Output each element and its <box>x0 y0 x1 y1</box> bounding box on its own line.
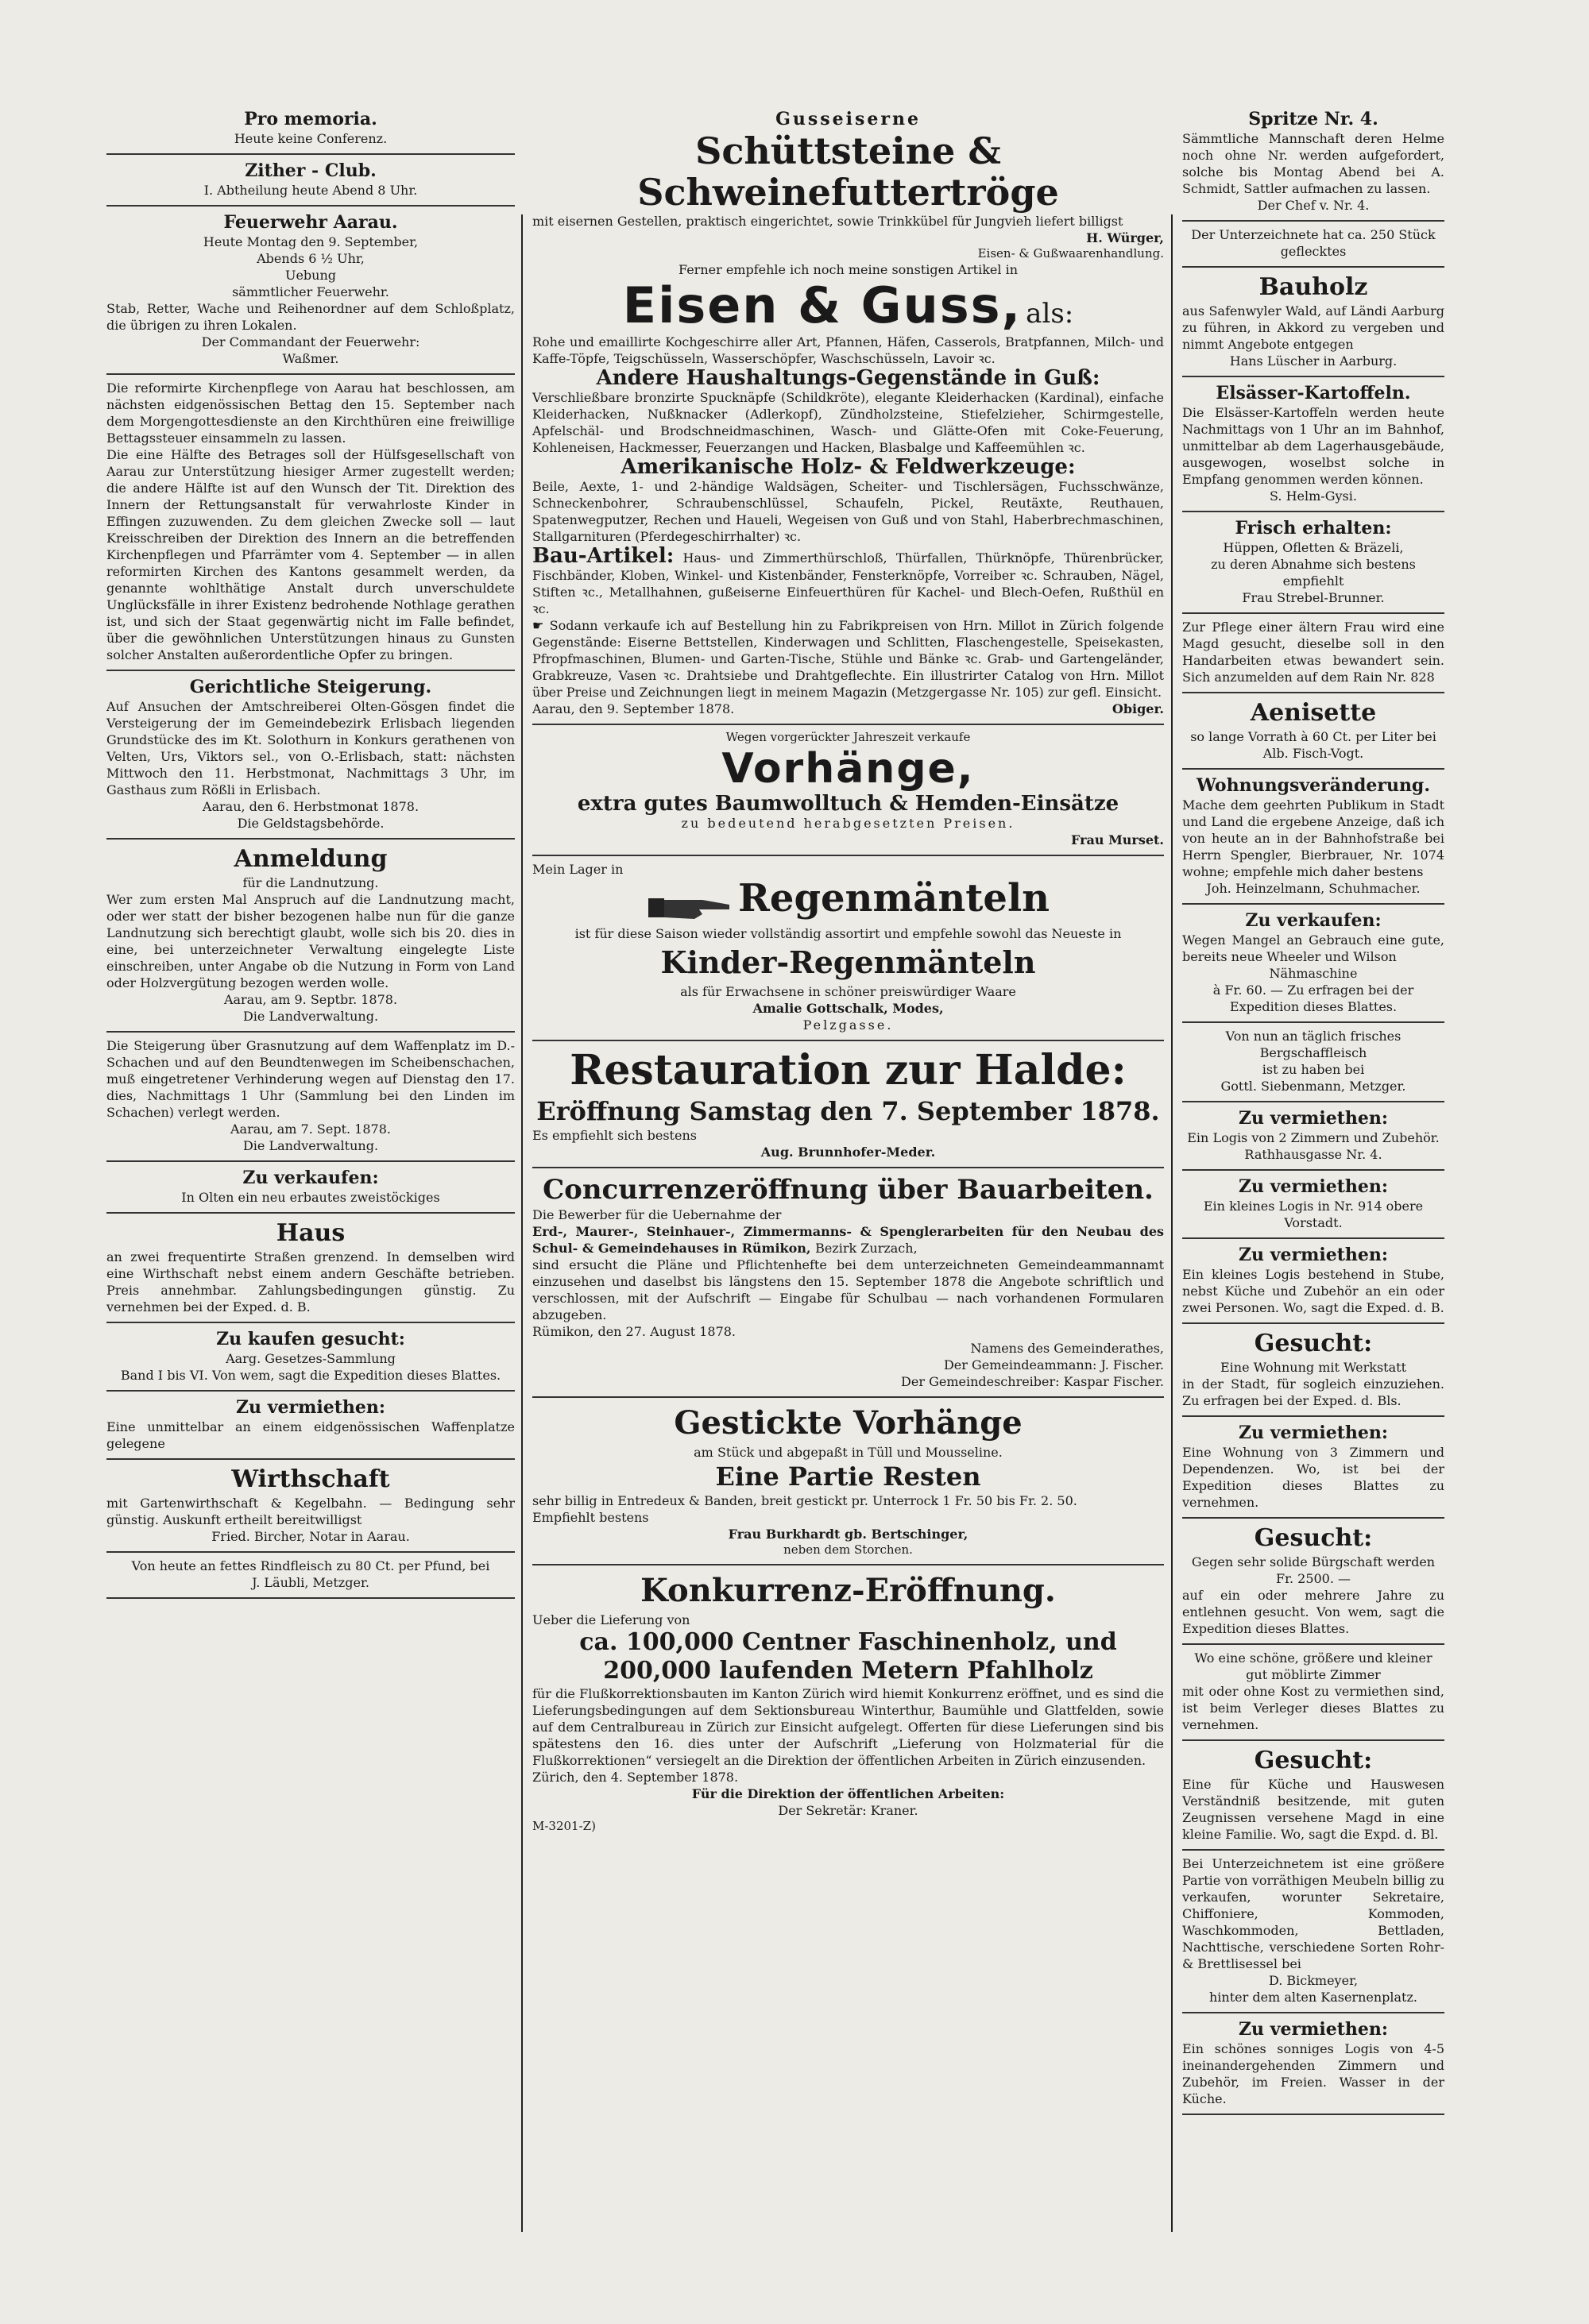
ad-heading: Gesucht: <box>1254 1524 1373 1552</box>
ad-heading: Anmeldung <box>234 845 388 873</box>
ad-line: Frau Strebel-Brunner. <box>1242 590 1385 605</box>
ad-line: Eine Wohnung von 3 Zimmern und Dependenzen. Wo, ist bei der Expedition dieses Blattes zu vernehmen. <box>1182 1445 1444 1510</box>
ad-line: Nähmaschine <box>1269 966 1358 981</box>
ad-heading: Frisch erhalten: <box>1235 518 1392 539</box>
ad-line: Ein kleines Logis bestehend in Stube, nebst Küche und Zubehör an ein oder zwei Personen. Wo, sagt die Exped. d. B. <box>1182 1267 1444 1315</box>
ad-line: Auf Ansuchen der Amtschreiberei Olten-Gösgen findet die Versteigerung der im Gemeindebezirk Erlisbach liegenden Grundstücke des im Kt. Solothurn in Konkurs gerathenen von Velten, Urs, Viktors sel., von O.-Erlisbach, statt: nächsten Mittwoch den 11. Herbstmonat, Nachmittags 3 Uhr, im Gasthaus zum Rößli in Erlisbach. <box>106 699 515 797</box>
classified-ad <box>106 840 515 1033</box>
column-rule <box>1171 214 1173 2232</box>
ad-signature: Für die Direktion der öffentlichen Arbeiten: <box>691 1785 1005 1801</box>
ad-date: Zürich, den 4. September 1878. <box>532 1769 739 1785</box>
ad-line: Der Unterzeichnete hat ca. 250 Stück geflecktes <box>1191 227 1436 259</box>
ad-line: so lange Vorrath à 60 Ct. per Liter bei <box>1190 729 1436 744</box>
ad-line: Fr. 2500. — <box>1275 1571 1351 1586</box>
ad-subhead: ca. 100,000 Centner Faschinenholz, und <box>579 1627 1117 1656</box>
ad-line: sämmtlicher Feuerwehr. <box>232 284 389 299</box>
ad-date: Rümikon, den 27. August 1878. <box>532 1323 737 1339</box>
ad-line: Mache dem geehrten Publikum in Stadt und Land die ergebene Anzeige, daß ich von heute an in der Bahnhofstraße bei Herrn Spengler, Bierbrauer, Nr. 1074 wohne; empfehle mich daher bestens <box>1182 797 1444 879</box>
ad-text: als für Erwachsene in schöner preiswürdiger Waare <box>680 983 1016 999</box>
classified-ad <box>106 671 515 840</box>
classified-ad <box>106 1214 515 1323</box>
ad-line: Bei Unterzeichnetem ist eine größere Partie von vorräthigen Meubeln billig zu verkaufen, worunter Sekretaire, Chiffoniere, Kommoden, Waschkommoden, Bettladen, Nachttische, verschiedene Sorten Rohr- & Brettlisessel bei <box>1182 1856 1444 1971</box>
classified-ad <box>106 103 515 155</box>
classified-ad <box>1182 2013 1444 2115</box>
ad-signature: Pelzgasse. <box>802 1017 894 1033</box>
ad-restauration <box>532 1041 1164 1168</box>
ad-heading: Spritze Nr. 4. <box>1248 109 1378 129</box>
page-frame <box>106 87 1444 2280</box>
ad-line: Von nun an täglich frisches <box>1225 1029 1401 1044</box>
ad-list: Beile, Aexte, 1- und 2-händige Waldsägen, Scheiter- und Tischlersägen, Fuchsschwänze, Schneckenbohrer, Schraubenschlüssel, Schaufeln, Pickel, Reutäxte, Reuthauen, Spatenwegputzer, Rechen und Haueli, Wegeisen von Guß und von Stahl, Haberbrechmaschinen, Stallgarnituren (Pferdegeschirrhalter) ꝛc. <box>532 479 1164 544</box>
classified-ad <box>1182 614 1444 693</box>
classified-ad <box>106 1553 515 1599</box>
ad-line: Ein kleines Logis in Nr. 914 obere Vorstadt. <box>1203 1199 1424 1230</box>
ad-subhead: Eröffnung Samstag den 7. September 1878. <box>536 1095 1160 1126</box>
ad-signature: Obiger. <box>1112 701 1164 716</box>
ad-line: Hüppen, Ofletten & Bräzeli, <box>1223 540 1404 555</box>
classified-ad <box>106 1323 515 1392</box>
ad-list: Verschließbare bronzirte Spucknäpfe (Schildkröte), elegante Kleiderhacken (Kardinal), einfache Kleiderhacken, Nußknacker (Adlerkopf), Zündholzsteine, Stiefelzieher, Schirmgestelle, Apfelschäl- und Brodschneidmaschinen, Wasch- und Glätte-Ofen mit Coke-Feuerung, Kohleneisen, Hackmesser, Feuerzangen und Hacken, Blasbalge und Kaffeemühlen ꝛc. <box>532 390 1164 455</box>
classified-ad <box>1182 693 1444 770</box>
ad-line: Eine unmittelbar an einem eidgenössischen Waffenplatze gelegene <box>106 1419 515 1451</box>
ad-subhead: extra gutes Baumwolltuch & Hemden-Einsätze <box>577 792 1119 816</box>
ad-text: am Stück und abgepaßt in Tüll und Mousseline. <box>694 1444 1003 1460</box>
classified-ad <box>1182 222 1444 268</box>
ad-title: Regenmänteln <box>738 876 1050 921</box>
ad-line: Eine für Küche und Hauswesen Verständniß besitzende, mit guten Zeugnissen versehene Magd in eine kleine Familie. Wo, sagt die Expd. d. Bl. <box>1182 1777 1444 1842</box>
ad-heading: Gesucht: <box>1254 1330 1373 1357</box>
ad-line: zu deren Abnahme sich bestens empfiehlt <box>1211 557 1416 589</box>
ad-subhead: Bau-Artikel: <box>532 544 675 568</box>
ad-concurrenz-bau <box>532 1168 1164 1398</box>
ad-signature: Der Gemeindeschreiber: Kaspar Fischer. <box>901 1373 1164 1389</box>
ad-signature: Amalie Gottschalk, Modes, <box>752 1000 944 1016</box>
ad-code: M-3201-Z) <box>532 1818 596 1833</box>
ad-line: Uebung <box>284 268 337 283</box>
ad-text: sehr billig in Entredeux & Banden, breit gestickt pr. Unterrock 1 Fr. 50 bis Fr. 2. 50. <box>532 1492 1077 1508</box>
ad-line: Von heute an fettes Rindfleisch zu 80 Ct. per Pfund, bei <box>131 1558 490 1573</box>
ad-heading: Gerichtliche Steigerung. <box>189 677 432 697</box>
ad-line: Die Steigerung über Grasnutzung auf dem Waffenplatz im D.-Schachen und auf den Beundtenwegen im Scheibenschachen, muß eingetretener Verhinderung wegen auf Dienstag den 17. dies, Nachmittags 1 Uhr (Sammlung bei den Linden im Schachen) verlegt werden. <box>106 1038 515 1120</box>
right-column <box>1182 103 1444 2115</box>
ad-line: Fried. Bircher, Notar in Aarau. <box>211 1529 410 1544</box>
classified-ad <box>106 207 515 375</box>
ad-list: Rohe und emaillirte Kochgeschirre aller Art, Pfannen, Häfen, Casserols, Bratpfannen, Milch- und Kaffe-Töpfe, Teigschüsseln, Wasserschöpfer, Waschschüsseln, Lavoir ꝛc. <box>532 334 1164 366</box>
ad-heading: Wirthschaft <box>231 1465 390 1493</box>
ad-line: Alb. Fisch-Vogt. <box>1262 746 1364 761</box>
ad-text: für die Flußkorrektionsbauten im Kanton Zürich wird hiemit Konkurrenz eröffnet, und es sind die Lieferungsbedingungen auf dem Sektionsbureau Winterthur, Baumühle und Glattfelden, sowie auf dem Centralbureau in Zürich zur Einsicht aufgelegt. Offerten für diese Lieferungen sind bis spätestens den 16. dies unter der Aufschrift „Lieferung von Holzmaterial für die Flußkorrektionen“ versiegelt an die Direktion der öffentlichen Arbeiten in Zürich einzusenden. <box>532 1685 1164 1768</box>
ad-line: Stab, Retter, Wache und Reihenordner auf dem Schloßplatz, die übrigen zu ihren Lokalen. <box>106 301 515 333</box>
ad-line: aus Safenwyler Wald, auf Ländi Aarburg zu führen, in Akkord zu vergeben und nimmt Angebote entgegen <box>1182 303 1444 352</box>
ad-line: D. Bickmeyer, <box>1268 1973 1359 1988</box>
classified-ad <box>106 1162 515 1214</box>
ad-signature: Frau Murset. <box>1071 832 1164 847</box>
ad-signature: Eisen- & Gußwaarenhandlung. <box>977 246 1164 261</box>
ad-pre: Mein Lager in <box>532 862 624 877</box>
ad-line: Bergschaffleisch <box>1259 1045 1367 1060</box>
ad-line: Die Landverwaltung. <box>242 1009 379 1024</box>
ad-heading: Zu verkaufen: <box>1245 910 1382 931</box>
ad-title: Vorhänge, <box>721 745 975 793</box>
ad-line: Abends 6 ½ Uhr, <box>257 251 365 266</box>
ad-title: Gestickte Vorhänge <box>674 1403 1023 1442</box>
classified-ad <box>1182 1239 1444 1324</box>
ad-heading: Zu vermiethen: <box>1239 2019 1388 2040</box>
ad-line: Heute Montag den 9. September, <box>203 234 419 249</box>
classified-ad <box>106 1392 515 1460</box>
ad-gusseiserne <box>532 103 1164 725</box>
ad-signature: Der Gemeindeammann: J. Fischer. <box>943 1357 1164 1372</box>
ad-text: Bezirk Zurzach, <box>815 1240 918 1256</box>
ad-line: Gottl. Siebenmann, Metzger. <box>1220 1079 1406 1094</box>
ad-line: Zur Pflege einer ältern Frau wird eine Magd gesucht, dieselbe soll in den Handarbeiten etwas bewandert sein. Sich anzumelden auf dem Rain Nr. 828 <box>1182 620 1444 685</box>
ad-text: sind ersucht die Pläne und Pflichtenhefte bei dem unterzeichneten Gemeindeammannamt einzusehen und daselbst bis längstens den 15. September 1878 die Angebote schriftlich und verschlossen, mit der Aufschrift — Eingabe für Schulbau — nach vorhandenen Formularen abzugeben. <box>532 1257 1164 1322</box>
classified-ad <box>1182 512 1444 614</box>
ad-line: S. Helm-Gysi. <box>1270 488 1357 504</box>
ad-list: Haus- und Zimmerthürschloß, Thürfallen, Thürknöpfe, Thürenbrücker, Fischbänder, Kloben, Winkel- und Kistenbänder, Fensterknöpfe, Vorreiber ꝛc. Schrauben, Nägel, Stiften ꝛc., Metallhahnen, gußeiserne Einfeuerthüren für Kachel- und Blech-Oefen, Rußthül en ꝛc. <box>532 550 1164 616</box>
ad-heading: Aenisette <box>1250 699 1377 727</box>
ad-line: Aarg. Gesetzes-Sammlung <box>226 1351 396 1366</box>
ad-line: Joh. Heinzelmann, Schuhmacher. <box>1206 881 1421 896</box>
ad-heading: Gesucht: <box>1254 1747 1373 1774</box>
ad-line: Heute keine Conferenz. <box>234 131 388 146</box>
classified-ad <box>1182 1023 1444 1102</box>
ad-line: mit Gartenwirthschaft & Kegelbahn. — Bedingung sehr günstig. Auskunft ertheilt bereitwilligst <box>106 1496 515 1527</box>
ad-title: Kinder-Regenmänteln <box>660 944 1036 980</box>
ad-heading: Zu vermiethen: <box>1239 1245 1388 1265</box>
ad-line: Ein schönes sonniges Logis von 4-5 ineinandergehenden Zimmern und Zubehör, im Freien. Wasser in der Küche. <box>1182 2041 1444 2106</box>
ad-line: Aarau, am 7. Sept. 1878. <box>230 1121 391 1137</box>
classified-ad <box>106 375 515 671</box>
ad-heading: Wohnungsveränderung. <box>1197 775 1430 796</box>
ad-line: Sämmtliche Mannschaft deren Helme noch ohne Nr. werden aufgefordert, solche bis Montag Abend bei A. Schmidt, Sattler aufmachen zu lassen. <box>1182 131 1444 196</box>
ad-line: ist zu haben bei <box>1262 1062 1365 1077</box>
ad-pre: Gusseiserne <box>775 109 921 129</box>
ad-line: mit oder ohne Kost zu vermiethen sind, ist beim Verleger dieses Blattes zu vernehmen. <box>1182 1684 1444 1732</box>
pointing-hand-icon <box>647 890 734 925</box>
classified-ad <box>1182 1645 1444 1741</box>
ad-text: mit eisernen Gestellen, praktisch eingerichtet, sowie Trinkkübel für Jungvieh liefert billigst <box>532 214 1123 229</box>
ad-line: Wo eine schöne, größere und kleiner <box>1194 1650 1432 1666</box>
ad-line: gut möblirte Zimmer <box>1246 1667 1381 1682</box>
ad-line: hinter dem alten Kasernenplatz. <box>1208 1990 1417 2005</box>
ad-title: Konkurrenz-Eröffnung. <box>640 1571 1056 1609</box>
ad-signature: H. Würger, <box>1086 230 1164 245</box>
ad-heading: Zu kaufen gesucht: <box>216 1329 405 1349</box>
ad-text: Empfiehlt bestens <box>532 1509 649 1525</box>
ad-vorhaenge <box>532 725 1164 856</box>
ad-line: in der Stadt, für sogleich einzuziehen. Zu erfragen bei der Exped. d. Bls. <box>1182 1376 1444 1408</box>
ad-als: als: <box>1026 298 1074 330</box>
classified-ad <box>1182 1741 1444 1851</box>
ad-line: Die Landverwaltung. <box>242 1138 379 1153</box>
classified-ad <box>1182 1519 1444 1645</box>
column-rule <box>521 214 523 2232</box>
ad-line: Die eine Hälfte des Betrages soll der Hülfsgesellschaft von Aarau zur Unterstützung hiesiger Armer zugestellt werden; die andere Hälfte ist auf den Wunsch der Tit. Direktion des Innern der Rettungsanstalt für verwahrloste Kinder in Effingen zuzuwenden. Zu dem gleichen Zwecke soll — laut Kreisschreiben der Direktion des Innern an die betreffenden Kirchenpflegen und Pfarrämter vom 4. September — in allen reformirten Kirchen des Kantons gesammelt werden, da genannte wohlthätige Anstalt durch unverschuldete Unglücksfälle in ihrer Existenz bedrohende Nothlage gerathen ist, und sich der Staat gegenwärtig nicht im Falle befindet, über die gewöhnlichen Unterstützungen hinaus zu Gunsten solcher Anstalten außerordentliche Opfer zu bringen. <box>106 447 515 662</box>
ad-line: Waßmer. <box>282 351 339 366</box>
ad-line: für die Landnutzung. <box>242 875 379 890</box>
ad-line: Aarau, am 9. Septbr. 1878. <box>223 992 398 1007</box>
ad-pre: Ueber die Lieferung von <box>532 1612 690 1627</box>
ad-line: I. Abtheilung heute Abend 8 Uhr. <box>203 183 418 198</box>
ad-pre: Wegen vorgerückter Jahreszeit verkaufe <box>725 730 971 744</box>
classified-ad <box>1182 377 1444 512</box>
ad-title: Schüttsteine & Schweinefuttertröge <box>637 129 1059 214</box>
ad-line: Wer zum ersten Mal Anspruch auf die Landnutzung macht, oder wer statt der bisher bezogenen halbe nun für die ganze Landnutzung sich berechtigt glaubt, wolle sich bis 20. dies in eine, bei unterzeichneter Verwaltung eingelegte Liste einschreiben, unter Angabe ob die Nutzung in Form von Land oder Holzvergütung bezogen werden wolle. <box>106 892 515 990</box>
ad-text: ist für diese Saison wieder vollständig assortirt und empfehle sowohl das Neueste in <box>574 925 1122 941</box>
ad-subhead: Amerikanische Holz- & Feldwerkzeuge: <box>621 455 1076 479</box>
ad-subhead: 200,000 laufenden Metern Pfahlholz <box>603 1656 1093 1685</box>
ad-line: Band I bis VI. Von wem, sagt die Expedition dieses Blattes. <box>120 1368 501 1383</box>
ad-heading: Zu vermiethen: <box>236 1397 385 1418</box>
ad-line: Die Elsässer-Kartoffeln werden heute Nachmittags von 1 Uhr an im Bahnhof, unmittelbar ab dem Lagerhausgebäude, ausgewogen, woselbst solche in Empfang genommen werden können. <box>1182 405 1444 487</box>
ad-subhead: Andere Haushaltungs-Gegenstände in Guß: <box>596 366 1100 390</box>
ad-signature: Frau Burkhardt gb. Bertschinger, <box>728 1526 968 1542</box>
ad-gestickte-vorhaenge <box>532 1398 1164 1565</box>
ad-line: Gegen sehr solide Bürgschaft werden <box>1191 1554 1436 1569</box>
ad-line: à Fr. 60. — Zu erfragen bei der Expedition dieses Blattes. <box>1212 982 1414 1014</box>
ad-title: Eine Partie Resten <box>715 1461 981 1492</box>
ad-line: Der Chef v. Nr. 4. <box>1257 198 1370 213</box>
ad-heading: Elsässer-Kartoffeln. <box>1216 383 1411 403</box>
classified-ad <box>1182 905 1444 1023</box>
ad-line: an zwei frequentirte Straßen grenzend. In demselben wird eine Wirthschaft nebst einem andern Geschäfte betrieben. Preis annehmbar. Zahlungsbedingungen günstig. Zu vernehmen bei der Exped. d. B. <box>106 1249 515 1314</box>
ad-signature: Der Sekretär: Kraner. <box>778 1802 918 1818</box>
ad-text: Die Bewerber für die Uebernahme der <box>532 1206 782 1222</box>
ad-list: Sodann verkaufe ich auf Bestellung hin zu Fabrikpreisen von Hrn. Millot in Zürich folgende Gegenstände: Eiserne Bettstellen, Kinderwagen und Schlitten, Flaschengestelle, Speisekasten, Pfropfmaschinen, Blumen- und Garten-Tische, Stühle und Bänke ꝛc. Grab- und Gartengeländer, Grabkreuze, Vasen ꝛc. Drahtsiebe und Drahtgeflechte. Ein illustrirter Catalog von Hrn. Millot über Preise und Zeichnungen liegt in meinem Magazin (Metzgergasse Nr. 105) zur gefl. Einsicht. <box>532 618 1164 700</box>
ad-line: auf ein oder mehrere Jahre zu entlehnen gesucht. Von wem, sagt die Expedition dieses Blattes. <box>1182 1588 1444 1636</box>
ad-heading: Pro memoria. <box>244 109 377 129</box>
ad-line: Ein Logis von 2 Zimmern und Zubehör. Rathhausgasse Nr. 4. <box>1187 1130 1440 1162</box>
ad-heading: Zu vermiethen: <box>1239 1108 1388 1129</box>
ad-line: Wegen Mangel an Gebrauch eine gute, bereits neue Wheeler und Wilson <box>1182 932 1444 964</box>
ad-line: Eine Wohnung mit Werkstatt <box>1220 1360 1406 1375</box>
ad-line: In Olten ein neu erbautes zweistöckiges <box>181 1190 440 1205</box>
ad-heading: Feuerwehr Aarau. <box>223 212 398 233</box>
ad-title-eisen-guss: Eisen & Guss, <box>622 276 1023 334</box>
ad-line: Hans Lüscher in Aarburg. <box>1229 353 1398 369</box>
ad-heading: Haus <box>276 1219 346 1247</box>
ad-line: J. Läubli, Metzger. <box>252 1575 369 1590</box>
classified-ad <box>1182 1324 1444 1417</box>
classified-ad <box>1182 770 1444 905</box>
classified-ad <box>1182 103 1444 222</box>
ad-title: Concurrenzeröffnung über Bauarbeiten. <box>543 1173 1154 1206</box>
ad-heading: Zu vermiethen: <box>1239 1423 1388 1443</box>
ad-line: Aarau, den 6. Herbstmonat 1878. <box>202 799 419 814</box>
classified-ad <box>106 1460 515 1553</box>
ad-signature: neben dem Storchen. <box>783 1542 913 1557</box>
ad-signature: Namens des Gemeinderathes, <box>970 1340 1164 1356</box>
ad-konkurrenz-holz <box>532 1565 1164 1834</box>
classified-ad <box>106 155 515 207</box>
ad-text: Ferner empfehle ich noch meine sonstigen Artikel in <box>678 262 1019 277</box>
ad-text: Es empfiehlt sich bestens <box>532 1127 697 1143</box>
middle-column <box>532 103 1164 1834</box>
classified-ad <box>1182 268 1444 377</box>
ad-title: Restauration zur Halde: <box>570 1045 1127 1094</box>
classified-ad <box>106 1033 515 1162</box>
classified-ad <box>1182 1417 1444 1519</box>
ad-subhead: Erd-, Maurer-, Steinhauer-, Zimmermanns- & Spenglerarbeiten für den Neubau des Schul- & Gemeindehauses in Rümikon, <box>532 1223 1164 1256</box>
classified-ad <box>1182 1102 1444 1171</box>
ad-date: Aarau, den 9. September 1878. <box>532 701 735 716</box>
ad-heading: Zu verkaufen: <box>242 1168 379 1188</box>
ad-heading: Zither - Club. <box>245 160 377 181</box>
ad-line: Die Geldstagsbehörde. <box>237 816 385 831</box>
ad-line: Die reformirte Kirchenpflege von Aarau hat beschlossen, am nächsten eidgenössischen Bettag den 15. September nach dem Morgengottesdienste an den Kirchthüren eine freiwillige Bettagssteuer einsammeln zu lassen. <box>106 380 515 446</box>
ad-text: zu bedeutend herabgesetzten Preisen. <box>681 816 1015 831</box>
ad-line: Der Commandant der Feuerwehr: <box>201 334 420 349</box>
ad-heading: Zu vermiethen: <box>1239 1176 1388 1197</box>
pointing-hand-icon: ☛ <box>532 618 544 633</box>
ad-signature: Aug. Brunnhofer-Meder. <box>760 1144 936 1160</box>
classified-ad <box>1182 1851 1444 2013</box>
left-column <box>106 103 515 1599</box>
ad-heading: Bauholz <box>1258 273 1368 301</box>
classified-ad <box>1182 1171 1444 1239</box>
ad-regenmaentel <box>532 856 1164 1041</box>
